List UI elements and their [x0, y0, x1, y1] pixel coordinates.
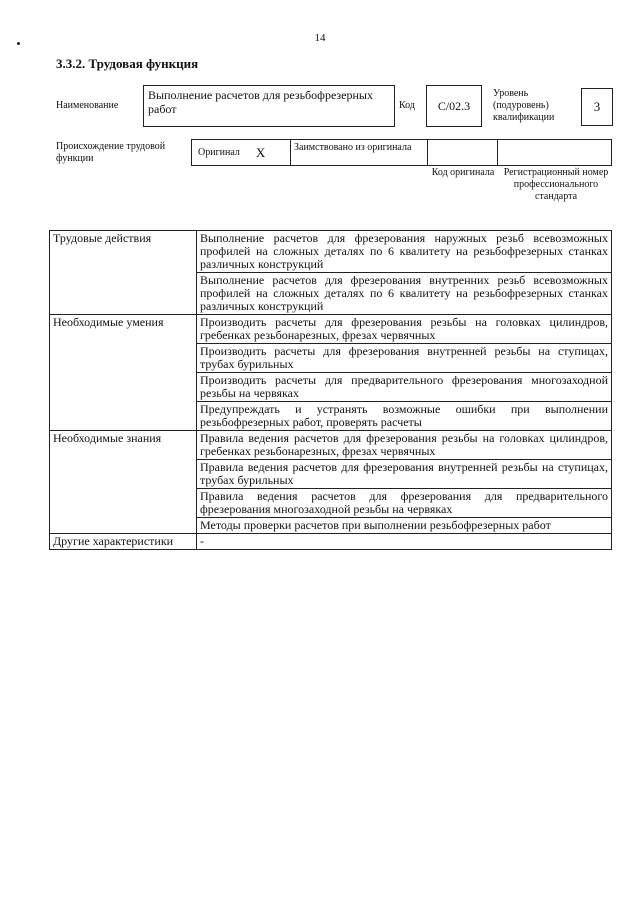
name-label: Наименование: [56, 100, 119, 111]
row-text: Правила ведения расчетов для фрезерования резьбы на головках цилиндров, гребенках резьбонарезных, фрезах червячных: [197, 431, 612, 460]
row-head: Другие характеристики: [50, 534, 197, 550]
reg-number-label: Регистрационный номер профессионального стандарта: [503, 167, 609, 202]
borrowed-label: Заимствовано из оригинала: [291, 140, 428, 165]
code-value: С/02.3: [426, 85, 482, 127]
original-mark: X: [255, 144, 266, 160]
row-text: Производить расчеты для фрезерования внутренней резьбы на ступицах, трубах бурильных: [197, 344, 612, 373]
page-number: 14: [314, 32, 326, 44]
reg-number-cell: [498, 140, 611, 165]
name-value: Выполнение расчетов для резьбофрезерных работ: [143, 85, 395, 127]
code-original-cell: [428, 140, 498, 165]
row-head: Необходимые умения: [50, 315, 197, 431]
original-label: Оригинал: [198, 147, 240, 158]
table-row: [50, 431, 612, 460]
row-head: Трудовые действия: [50, 231, 197, 315]
row-text: Правила ведения расчетов для фрезерования для предварительного фрезерования многозаходной резьбы на червяках: [197, 489, 612, 518]
origin-label: Происхождение трудовой функции: [56, 141, 166, 164]
code-original-label: Код оригинала: [431, 167, 495, 178]
code-label: Код: [399, 100, 415, 111]
row-text: Методы проверки расчетов при выполнении резьбофрезерных работ: [197, 518, 612, 534]
section-title: 3.3.2. Трудовая функция: [56, 56, 199, 71]
row-text: Предупреждать и устранять возможные ошибки при выполнении резьбофрезерных работ, проверять расчеты: [197, 402, 612, 431]
row-text: Выполнение расчетов для фрезерования внутренних резьб всевозможных профилей на сложных деталях по 6 квалитету на резьбофрезерных станках различных конструкций: [197, 273, 612, 315]
row-head: Необходимые знания: [50, 431, 197, 534]
row-text: -: [197, 534, 612, 550]
original-cell: [192, 140, 291, 165]
row-text: Правила ведения расчетов для фрезерования внутренней резьбы на ступицах, трубах бурильных: [197, 460, 612, 489]
row-text: Выполнение расчетов для фрезерования наружных резьб всевозможных профилей на сложных деталях по 6 квалитету на резьбофрезерных станках различных конструкций: [197, 231, 612, 273]
table-row: [50, 315, 612, 344]
level-label: Уровень (подуровень) квалификации: [493, 88, 555, 123]
origin-row: [191, 139, 612, 166]
row-text: Производить расчеты для предварительного фрезерования многозаходной резьбы на червяках: [197, 373, 612, 402]
function-table: [49, 230, 612, 550]
scan-dot: [17, 42, 20, 45]
table-row: [50, 534, 612, 550]
row-text: Производить расчеты для фрезерования резьбы на головках цилиндров, гребенках резьбонарезных, фрезах червячных: [197, 315, 612, 344]
table-row: [50, 231, 612, 273]
level-value: 3: [581, 88, 613, 126]
